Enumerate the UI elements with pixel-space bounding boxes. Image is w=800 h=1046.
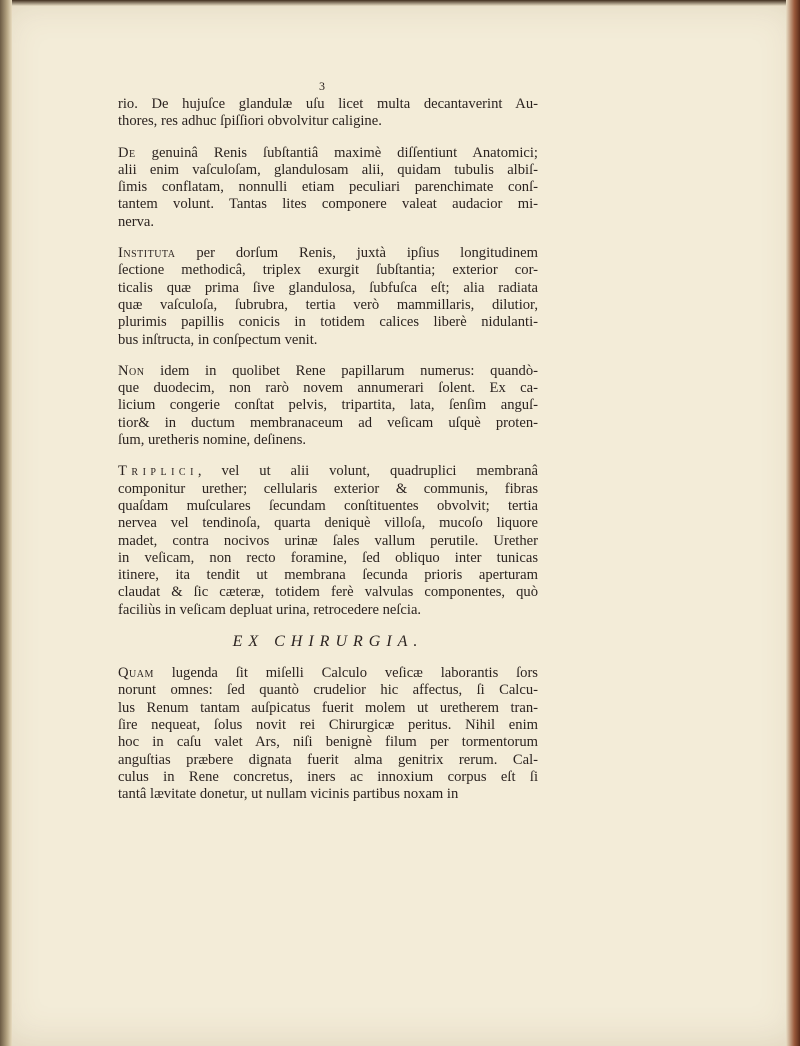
text-line [118, 196, 538, 213]
paragraph [118, 363, 538, 449]
paragraph [118, 665, 538, 803]
text-block [118, 80, 538, 817]
text-line [118, 567, 538, 584]
text-line [118, 717, 538, 734]
line-text: nerva. [118, 213, 155, 230]
line-text: nervea vel tendinoſa, quarta deniquè villoſa, mucoſo liquore [118, 515, 538, 532]
text-line [118, 214, 538, 231]
paragraph-lead-word: Triplici [118, 463, 198, 480]
page-top-edge [0, 0, 800, 6]
line-text: per dorſum Renis, juxtà ipſius longitudinem [175, 245, 538, 262]
text-line [118, 682, 538, 699]
page-gutter [0, 0, 12, 1046]
text-line [118, 533, 538, 550]
text-line [118, 602, 538, 619]
line-text: madet, contra nocivos urinæ ſales vallum perutile. Urether [118, 532, 538, 549]
paragraph-lead-word: De [118, 144, 136, 161]
paragraph [118, 463, 538, 619]
text-line [118, 297, 538, 314]
paragraph-lead-word: Instituta [118, 245, 176, 262]
line-text: ſectione methodicâ, triplex exurgit ſubſtantia; exterior cor- [118, 262, 538, 279]
line-text: licium congerie conſtat pelvis, tripartita, lata, ſenſim anguſ- [118, 397, 538, 414]
final-paragraph [118, 665, 538, 803]
text-line [118, 786, 538, 803]
line-text: anguſtias præbere dignata fuerit alma genitrix rerum. Cal- [118, 751, 538, 768]
line-text: ſimis conflatam, nonnulli etiam peculiari parenchimate conſ- [118, 179, 538, 196]
section-heading: EX CHIRURGIA. [232, 633, 424, 651]
text-line [118, 752, 538, 769]
text-line [118, 700, 538, 717]
line-text: componitur urether; cellularis exterior & communis, fibras [118, 480, 538, 497]
text-line [118, 665, 538, 682]
text-line [118, 515, 538, 532]
line-text: , vel ut alii volunt, quadruplici membranâ [197, 463, 538, 480]
line-text: thores, res adhuc ſpiſſiori obvolvitur caligine. [118, 113, 382, 130]
line-text: culus in Rene concretus, iners ac innoxium corpus eſt ſi [118, 768, 538, 785]
paragraph [118, 245, 538, 349]
line-text: alii enim vaſculoſam, glandulosam alii, quidam tubulis albiſ- [118, 161, 538, 178]
text-line [118, 769, 538, 786]
line-text: itinere, ita tendit ut membrana ſecunda prioris aperturam [118, 567, 538, 584]
text-line [118, 314, 538, 331]
text-line [118, 162, 538, 179]
text-line [118, 498, 538, 515]
text-line [118, 380, 538, 397]
text-line [118, 262, 538, 279]
text-line [118, 463, 538, 480]
line-text: rio. De hujuſce glandulæ uſu licet multa decantaverint Au- [118, 96, 538, 112]
line-text: bus inſtructa, in conſpectum venit. [118, 331, 318, 348]
line-text: lus Renum tantam auſpicatus fuerit molem ut uretherem tran- [118, 699, 538, 716]
line-text: que duodecim, non rarò novem annumerari ſolent. Ex ca- [118, 380, 538, 397]
text-line [118, 179, 538, 196]
line-text: in veſicam, non recto foramine, ſed obliquo inter tunicas [118, 549, 538, 566]
text-line [118, 481, 538, 498]
page-number: 3 [319, 79, 325, 93]
line-text: lugenda ſit miſelli Calculo veſicæ laborantis ſors [153, 665, 538, 682]
line-text: idem in quolibet Rene papillarum numerus: quandò- [144, 362, 538, 379]
text-line [118, 363, 538, 380]
text-line [118, 245, 538, 262]
paragraph [118, 96, 538, 131]
line-text: plurimis papillis conicis in totidem calices liberè nidulanti- [118, 314, 538, 331]
paragraph-lead-word: Non [118, 362, 145, 379]
line-text: ſum, uretheris nomine, deſinens. [118, 432, 307, 449]
text-line [118, 584, 538, 601]
text-line [118, 280, 538, 297]
line-text: ticalis quæ prima ſive glandulosa, ſubfuſca eſt; alia radiata [118, 279, 538, 296]
text-line [118, 415, 538, 432]
line-text: norunt omnes: ſed quantò crudelior hic affectus, ſi Calcu- [118, 682, 538, 699]
text-line [118, 145, 538, 162]
text-line [118, 432, 538, 449]
line-text: hoc in caſu valet Ars, niſi benignè filum per tormentorum [118, 734, 538, 751]
paragraph-lead-word: Quam [118, 665, 154, 682]
line-text: claudat & ſic cæteræ, totidem ferè valvulas componentes, quò [118, 584, 538, 601]
line-text: quaſdam muſculares ſecundam conſtituentes obvolvit; tertia [118, 497, 538, 514]
page-edge [786, 0, 800, 1046]
line-text: faciliùs in veſicam depluat urina, retrocedere neſcia. [118, 601, 422, 618]
text-line [118, 550, 538, 567]
paragraph [118, 145, 538, 231]
text-line [118, 397, 538, 414]
paragraphs [118, 96, 538, 619]
line-text: tantâ lævitate donetur, ut nullam vicinis partibus noxam in [118, 786, 459, 803]
line-text: genuinâ Renis ſubſtantiâ maximè diſſentiunt Anatomici; [135, 144, 538, 161]
text-line [118, 96, 538, 113]
text-line [118, 734, 538, 751]
line-text: tantem volunt. Tantas lites componere valeat audacior mi- [118, 196, 538, 213]
line-text: tior& in ductum membranaceum ad veſicam uſquè proten- [118, 414, 538, 431]
text-line [118, 113, 538, 130]
line-text: quæ vaſculoſa, ſubrubra, tertia verò mammillaris, dilutior, [118, 296, 538, 313]
line-text: ſire nequeat, ſolus novit rei Chirurgicæ peritus. Nihil enim [118, 716, 538, 733]
text-line [118, 332, 538, 349]
